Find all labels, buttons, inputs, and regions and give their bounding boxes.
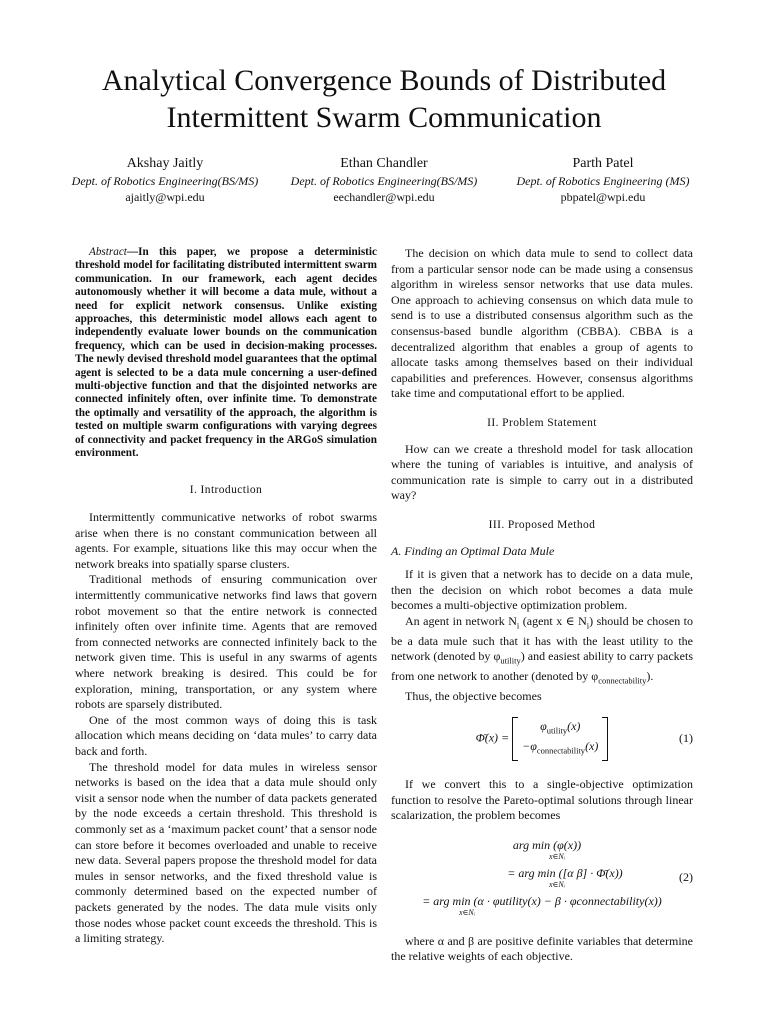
author-affiliation: Dept. of Robotics Engineering(BS/MS) (71, 174, 259, 188)
text-run: −φ (522, 739, 537, 753)
left-column (75, 246, 377, 947)
author-affiliation: Dept. of Robotics Engineering (MS) (516, 174, 690, 188)
equation-1-row-1 (540, 719, 580, 739)
intro-paragraph-3: One of the most common ways of doing this is task allocation which means deciding on ‘data mules’ to carry data back and forth. (75, 712, 377, 758)
text-run: (agent x ∈ N (519, 613, 587, 628)
author-email: eechandler@wpi.edu (333, 190, 435, 204)
subscript: connectability (598, 675, 647, 686)
paper-title (40, 62, 728, 136)
author-name: Akshay Jaitly (126, 156, 204, 171)
text-run: φ (540, 719, 547, 734)
equation-1 (391, 717, 693, 761)
text-run: An agent in network N (405, 613, 517, 628)
author-affiliation: Dept. of Robotics Engineering(BS/MS) (290, 174, 478, 188)
subsection-heading-optimal-data-mule: A. Finding an Optimal Data Mule (391, 543, 555, 558)
text-run: ) should be chosen to be a data mule such that it has with the least utility to the network (denoted by φ (391, 613, 694, 664)
equation-2-sub-1: x∈Nᵢ (548, 851, 566, 861)
section-heading-introduction: I. Introduction (189, 483, 263, 496)
subscript: utility (500, 655, 521, 666)
equation-1-vector (512, 717, 608, 761)
author-3 (473, 155, 733, 205)
equation-2-sub-2: x∈Nᵢ (548, 879, 566, 889)
method-paragraph-4: If we convert this to a single-objective optimization function to resolve the Pareto-optimal solutions through linear scalarization, the problem becomes (391, 776, 693, 823)
equation-2-line-2: = arg min ([α β] · Φ̄(x)) (507, 865, 623, 880)
equation-2-line-1: arg min (φ(x)) (512, 837, 582, 852)
equation-1-row-2 (522, 739, 598, 759)
title-line-2: Intermittent Swarm Communication (166, 101, 602, 134)
section-heading-problem-statement: II. Problem Statement (487, 416, 597, 429)
equation-1-number: (1) (679, 731, 693, 746)
equation-2-line-3: = arg min (α · φutility(x) − β · φconnectability(x)) (422, 893, 662, 908)
right-column (391, 246, 693, 965)
subscript: i (516, 620, 520, 631)
subscript: i (586, 620, 590, 631)
method-paragraph-2 (391, 614, 693, 690)
equation-1-lhs: Φ̄(x) = (475, 730, 510, 745)
subscript: utility (546, 725, 568, 736)
text-run: (x) (585, 739, 599, 753)
intro-paragraph-2: Traditional methods of ensuring communication over intermittently communicative networks find laws that govern robot movement so that the entire network is connected infinitely often over infinite time. Agents that are removed from connected networks are connected infinitely back to the network given time. This is useful in any swarms of agents where network breaking is desired. This could be for exploration, mining, transportation, or any system where robots are sparsely distributed. (75, 572, 377, 712)
title-line-1: Analytical Convergence Bounds of Distributed (101, 64, 667, 97)
text-run: ). (646, 669, 654, 684)
author-email: pbpatel@wpi.edu (560, 190, 646, 204)
equation-2-sub-3: x∈Nᵢ (458, 907, 476, 917)
section-heading-proposed-method: III. Proposed Method (488, 518, 596, 531)
abstract-label: Abstract (89, 246, 127, 258)
equation-2 (391, 838, 693, 918)
abstract (75, 246, 377, 461)
text-run: (x) (567, 719, 581, 734)
author-name: Parth Patel (572, 156, 634, 171)
consensus-paragraph: The decision on which data mule to send to collect data from a particular sensor node can be made using a consensus algorithm in wireless sensor networks that use data mules. One approach to achieving consensus on which data mule to send is to use a distributed consensus algorithm such as the consensus-based bundle algorithm (CBBA). CBBA is a decentralized algorithm that enables a group of agents to allocate tasks among themselves based on their individual capabilities and preferences. However, consensus algorithms take time and computational effort to be applied. (391, 246, 693, 401)
equation-2-number: (2) (679, 869, 693, 884)
method-paragraph-5: where α and β are positive definite variables that determine the relative weights of each objective. (391, 933, 693, 964)
method-paragraph-1: If it is given that a network has to decide on a data mule, then the decision on which robot becomes a data mule becomes a multi-objective optimization problem. (391, 567, 693, 613)
author-name: Ethan Chandler (340, 156, 428, 171)
author-email: ajaitly@wpi.edu (125, 190, 205, 204)
method-paragraph-3: Thus, the objective becomes (405, 689, 542, 704)
abstract-text: —In this paper, we propose a deterministic threshold model for facilitating distributed intermittent swarm communication. In our framework, each agent decides autonomously whether it will become a data mule, without a need for explicit network consensus. Unlike existing approaches, this deterministic model allows each agent to independently evaluate lower bounds on the communication frequency, which can be used in decision-making processes. The newly devised threshold model guarantees that the optimal agent is selected to be a data mule concerning a user-defined multi-objective function and that the disjointed networks are connected infinitely often, over infinite time. To demonstrate the optimally and versatility of the approach, the algorithm is tested on multiple swarm configurations with varying degrees of connectivity and packet frequency in the ARGoS simulation environment. (75, 246, 377, 460)
intro-paragraph-4: The threshold model for data mules in wireless sensor networks is based on the idea that a data mule should only visit a sensor node when the number of data packets generated by the node exceeds a certain threshold. This threshold is commonly set as a ‘maximum packet count’ that a sensor node can store before it becomes overloaded and unable to receive new data. Several papers propose the threshold model for data mules in sensor networks, and the fixed threshold value is commonly determined based on the expected number of packets generated by the nodes. The data mule visits only those nodes whose packet count exceeds the threshold. This is a limiting strategy. (75, 759, 377, 946)
intro-paragraph-1: Intermittently communicative networks of robot swarms arise when there is no constant communication between all agents. For example, situations like this may occur when the network breaks into spatially sparse clusters. (75, 510, 377, 571)
text-run: ) and easiest ability to carry packets from one network to another (denoted by φ (391, 649, 693, 684)
subscript: connectability (536, 745, 586, 756)
problem-paragraph: How can we create a threshold model for task allocation where the tuning of variables is intuitive, and analysis of communication rate is simple to carry out in a distributed way? (391, 441, 693, 503)
